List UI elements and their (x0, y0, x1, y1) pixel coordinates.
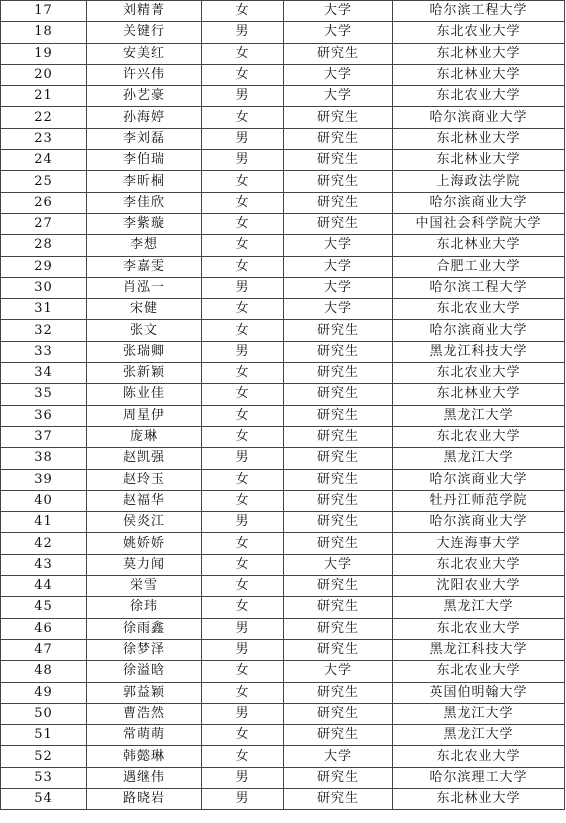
gender-cell: 男 (202, 767, 284, 788)
school-cell: 黑龙江科技大学 (393, 341, 565, 362)
table-row (1, 618, 565, 639)
table-row (1, 107, 565, 128)
school-cell: 东北农业大学 (393, 86, 565, 107)
row-number-cell: 37 (1, 426, 87, 447)
roster-table-body (1, 1, 565, 810)
gender-cell: 女 (202, 213, 284, 234)
gender-cell: 女 (202, 746, 284, 767)
name-cell: 郭益颖 (87, 682, 202, 703)
table-row (1, 43, 565, 64)
row-number-cell: 34 (1, 363, 87, 384)
table-row (1, 405, 565, 426)
table-row (1, 235, 565, 256)
education-cell: 研究生 (284, 490, 393, 511)
name-cell: 李想 (87, 235, 202, 256)
name-cell: 肖泓一 (87, 277, 202, 298)
education-cell: 研究生 (284, 171, 393, 192)
gender-cell: 男 (202, 277, 284, 298)
row-number-cell: 41 (1, 512, 87, 533)
school-cell: 大连海事大学 (393, 533, 565, 554)
table-row (1, 64, 565, 85)
row-number-cell: 40 (1, 490, 87, 511)
row-number-cell: 53 (1, 767, 87, 788)
school-cell: 东北农业大学 (393, 554, 565, 575)
table-row (1, 767, 565, 788)
gender-cell: 女 (202, 192, 284, 213)
name-cell: 侯炎江 (87, 512, 202, 533)
education-cell: 大学 (284, 299, 393, 320)
gender-cell: 男 (202, 639, 284, 660)
school-cell: 哈尔滨理工大学 (393, 767, 565, 788)
table-row (1, 341, 565, 362)
school-cell: 合肥工业大学 (393, 256, 565, 277)
name-cell: 李嘉雯 (87, 256, 202, 277)
education-cell: 研究生 (284, 618, 393, 639)
gender-cell: 女 (202, 43, 284, 64)
school-cell: 东北林业大学 (393, 235, 565, 256)
school-cell: 东北林业大学 (393, 43, 565, 64)
name-cell: 曹浩然 (87, 703, 202, 724)
name-cell: 李伯瑞 (87, 150, 202, 171)
education-cell: 研究生 (284, 469, 393, 490)
education-cell: 大学 (284, 1, 393, 22)
education-cell: 大学 (284, 746, 393, 767)
school-cell: 东北林业大学 (393, 150, 565, 171)
education-cell: 研究生 (284, 725, 393, 746)
table-row (1, 86, 565, 107)
table-row (1, 682, 565, 703)
school-cell: 黑龙江大学 (393, 405, 565, 426)
gender-cell: 女 (202, 256, 284, 277)
gender-cell: 女 (202, 363, 284, 384)
school-cell: 英国伯明翰大学 (393, 682, 565, 703)
gender-cell: 女 (202, 171, 284, 192)
table-row (1, 554, 565, 575)
row-number-cell: 28 (1, 235, 87, 256)
school-cell: 哈尔滨商业大学 (393, 512, 565, 533)
education-cell: 研究生 (284, 341, 393, 362)
row-number-cell: 25 (1, 171, 87, 192)
education-cell: 研究生 (284, 767, 393, 788)
row-number-cell: 38 (1, 448, 87, 469)
table-row (1, 448, 565, 469)
education-cell: 研究生 (284, 384, 393, 405)
table-row (1, 490, 565, 511)
table-row (1, 725, 565, 746)
school-cell: 黑龙江科技大学 (393, 639, 565, 660)
school-cell: 东北农业大学 (393, 299, 565, 320)
gender-cell: 女 (202, 469, 284, 490)
table-row (1, 22, 565, 43)
school-cell: 哈尔滨工程大学 (393, 277, 565, 298)
row-number-cell: 29 (1, 256, 87, 277)
row-number-cell: 27 (1, 213, 87, 234)
school-cell: 沈阳农业大学 (393, 576, 565, 597)
education-cell: 研究生 (284, 597, 393, 618)
school-cell: 哈尔滨商业大学 (393, 469, 565, 490)
gender-cell: 男 (202, 341, 284, 362)
row-number-cell: 36 (1, 405, 87, 426)
name-cell: 许兴伟 (87, 64, 202, 85)
gender-cell: 女 (202, 426, 284, 447)
gender-cell: 女 (202, 1, 284, 22)
table-row (1, 192, 565, 213)
table-row (1, 1, 565, 22)
education-cell: 研究生 (284, 128, 393, 149)
school-cell: 哈尔滨工程大学 (393, 1, 565, 22)
name-cell: 李昕桐 (87, 171, 202, 192)
name-cell: 孙艺豪 (87, 86, 202, 107)
gender-cell: 女 (202, 235, 284, 256)
education-cell: 大学 (284, 235, 393, 256)
gender-cell: 女 (202, 533, 284, 554)
row-number-cell: 51 (1, 725, 87, 746)
name-cell: 刘精菁 (87, 1, 202, 22)
education-cell: 大学 (284, 64, 393, 85)
row-number-cell: 26 (1, 192, 87, 213)
table-row (1, 469, 565, 490)
name-cell: 徐梦泽 (87, 639, 202, 660)
name-cell: 安美红 (87, 43, 202, 64)
education-cell: 研究生 (284, 639, 393, 660)
row-number-cell: 35 (1, 384, 87, 405)
education-cell: 研究生 (284, 576, 393, 597)
name-cell: 张文 (87, 320, 202, 341)
school-cell: 东北林业大学 (393, 128, 565, 149)
education-cell: 研究生 (284, 533, 393, 554)
table-row (1, 512, 565, 533)
table-row (1, 150, 565, 171)
school-cell: 哈尔滨商业大学 (393, 320, 565, 341)
name-cell: 姚娇娇 (87, 533, 202, 554)
gender-cell: 女 (202, 682, 284, 703)
table-row (1, 788, 565, 809)
school-cell: 东北农业大学 (393, 618, 565, 639)
school-cell: 哈尔滨商业大学 (393, 192, 565, 213)
name-cell: 李刘磊 (87, 128, 202, 149)
gender-cell: 男 (202, 128, 284, 149)
gender-cell: 女 (202, 576, 284, 597)
name-cell: 张瑞卿 (87, 341, 202, 362)
table-row (1, 277, 565, 298)
table-row (1, 213, 565, 234)
education-cell: 研究生 (284, 192, 393, 213)
school-cell: 哈尔滨商业大学 (393, 107, 565, 128)
name-cell: 栄雪 (87, 576, 202, 597)
name-cell: 李佳欣 (87, 192, 202, 213)
table-row (1, 533, 565, 554)
gender-cell: 男 (202, 86, 284, 107)
name-cell: 遇继伟 (87, 767, 202, 788)
education-cell: 大学 (284, 86, 393, 107)
row-number-cell: 17 (1, 1, 87, 22)
gender-cell: 女 (202, 64, 284, 85)
table-row (1, 384, 565, 405)
table-row (1, 320, 565, 341)
name-cell: 徐玮 (87, 597, 202, 618)
row-number-cell: 50 (1, 703, 87, 724)
gender-cell: 女 (202, 405, 284, 426)
name-cell: 张新颖 (87, 363, 202, 384)
row-number-cell: 32 (1, 320, 87, 341)
education-cell: 研究生 (284, 150, 393, 171)
education-cell: 研究生 (284, 512, 393, 533)
school-cell: 黑龙江大学 (393, 703, 565, 724)
gender-cell: 女 (202, 299, 284, 320)
school-cell: 东北农业大学 (393, 746, 565, 767)
name-cell: 莫力闻 (87, 554, 202, 575)
row-number-cell: 52 (1, 746, 87, 767)
school-cell: 东北农业大学 (393, 22, 565, 43)
table-row (1, 426, 565, 447)
name-cell: 赵玲玉 (87, 469, 202, 490)
education-cell: 研究生 (284, 363, 393, 384)
table-row (1, 128, 565, 149)
row-number-cell: 23 (1, 128, 87, 149)
row-number-cell: 42 (1, 533, 87, 554)
table-row (1, 256, 565, 277)
gender-cell: 女 (202, 490, 284, 511)
gender-cell: 男 (202, 448, 284, 469)
name-cell: 周星伊 (87, 405, 202, 426)
table-row (1, 171, 565, 192)
school-cell: 东北林业大学 (393, 788, 565, 809)
row-number-cell: 20 (1, 64, 87, 85)
table-row (1, 576, 565, 597)
table-row (1, 597, 565, 618)
table-row (1, 703, 565, 724)
row-number-cell: 30 (1, 277, 87, 298)
education-cell: 大学 (284, 554, 393, 575)
row-number-cell: 54 (1, 788, 87, 809)
row-number-cell: 24 (1, 150, 87, 171)
name-cell: 赵凯强 (87, 448, 202, 469)
row-number-cell: 47 (1, 639, 87, 660)
row-number-cell: 46 (1, 618, 87, 639)
row-number-cell: 33 (1, 341, 87, 362)
education-cell: 大学 (284, 256, 393, 277)
row-number-cell: 48 (1, 661, 87, 682)
name-cell: 关键行 (87, 22, 202, 43)
gender-cell: 女 (202, 320, 284, 341)
gender-cell: 男 (202, 22, 284, 43)
school-cell: 上海政法学院 (393, 171, 565, 192)
gender-cell: 女 (202, 107, 284, 128)
name-cell: 徐雨鑫 (87, 618, 202, 639)
name-cell: 庞琳 (87, 426, 202, 447)
education-cell: 研究生 (284, 320, 393, 341)
row-number-cell: 39 (1, 469, 87, 490)
table-row (1, 363, 565, 384)
gender-cell: 女 (202, 725, 284, 746)
gender-cell: 女 (202, 597, 284, 618)
name-cell: 徐溢晗 (87, 661, 202, 682)
education-cell: 研究生 (284, 682, 393, 703)
gender-cell: 男 (202, 618, 284, 639)
gender-cell: 男 (202, 703, 284, 724)
row-number-cell: 18 (1, 22, 87, 43)
school-cell: 东北农业大学 (393, 426, 565, 447)
name-cell: 赵福华 (87, 490, 202, 511)
education-cell: 研究生 (284, 43, 393, 64)
name-cell: 陈业佳 (87, 384, 202, 405)
education-cell: 大学 (284, 277, 393, 298)
row-number-cell: 22 (1, 107, 87, 128)
row-number-cell: 45 (1, 597, 87, 618)
gender-cell: 男 (202, 150, 284, 171)
school-cell: 黑龙江大学 (393, 597, 565, 618)
school-cell: 东北林业大学 (393, 64, 565, 85)
gender-cell: 女 (202, 661, 284, 682)
education-cell: 研究生 (284, 703, 393, 724)
row-number-cell: 49 (1, 682, 87, 703)
school-cell: 黑龙江大学 (393, 725, 565, 746)
row-number-cell: 44 (1, 576, 87, 597)
name-cell: 孙海婷 (87, 107, 202, 128)
education-cell: 研究生 (284, 788, 393, 809)
education-cell: 研究生 (284, 213, 393, 234)
row-number-cell: 19 (1, 43, 87, 64)
name-cell: 宋健 (87, 299, 202, 320)
row-number-cell: 43 (1, 554, 87, 575)
school-cell: 东北农业大学 (393, 363, 565, 384)
name-cell: 韩懿琳 (87, 746, 202, 767)
school-cell: 中国社会科学院大学 (393, 213, 565, 234)
gender-cell: 女 (202, 554, 284, 575)
gender-cell: 男 (202, 788, 284, 809)
school-cell: 东北农业大学 (393, 661, 565, 682)
education-cell: 研究生 (284, 405, 393, 426)
table-row (1, 639, 565, 660)
education-cell: 研究生 (284, 448, 393, 469)
gender-cell: 男 (202, 512, 284, 533)
table-row (1, 661, 565, 682)
school-cell: 黑龙江大学 (393, 448, 565, 469)
row-number-cell: 31 (1, 299, 87, 320)
school-cell: 东北林业大学 (393, 384, 565, 405)
gender-cell: 女 (202, 384, 284, 405)
name-cell: 路晓岩 (87, 788, 202, 809)
table-row (1, 746, 565, 767)
name-cell: 常萌萌 (87, 725, 202, 746)
education-cell: 研究生 (284, 107, 393, 128)
row-number-cell: 21 (1, 86, 87, 107)
name-cell: 李紫璇 (87, 213, 202, 234)
education-cell: 大学 (284, 22, 393, 43)
table-row (1, 299, 565, 320)
school-cell: 牡丹江师范学院 (393, 490, 565, 511)
education-cell: 研究生 (284, 426, 393, 447)
education-cell: 大学 (284, 661, 393, 682)
